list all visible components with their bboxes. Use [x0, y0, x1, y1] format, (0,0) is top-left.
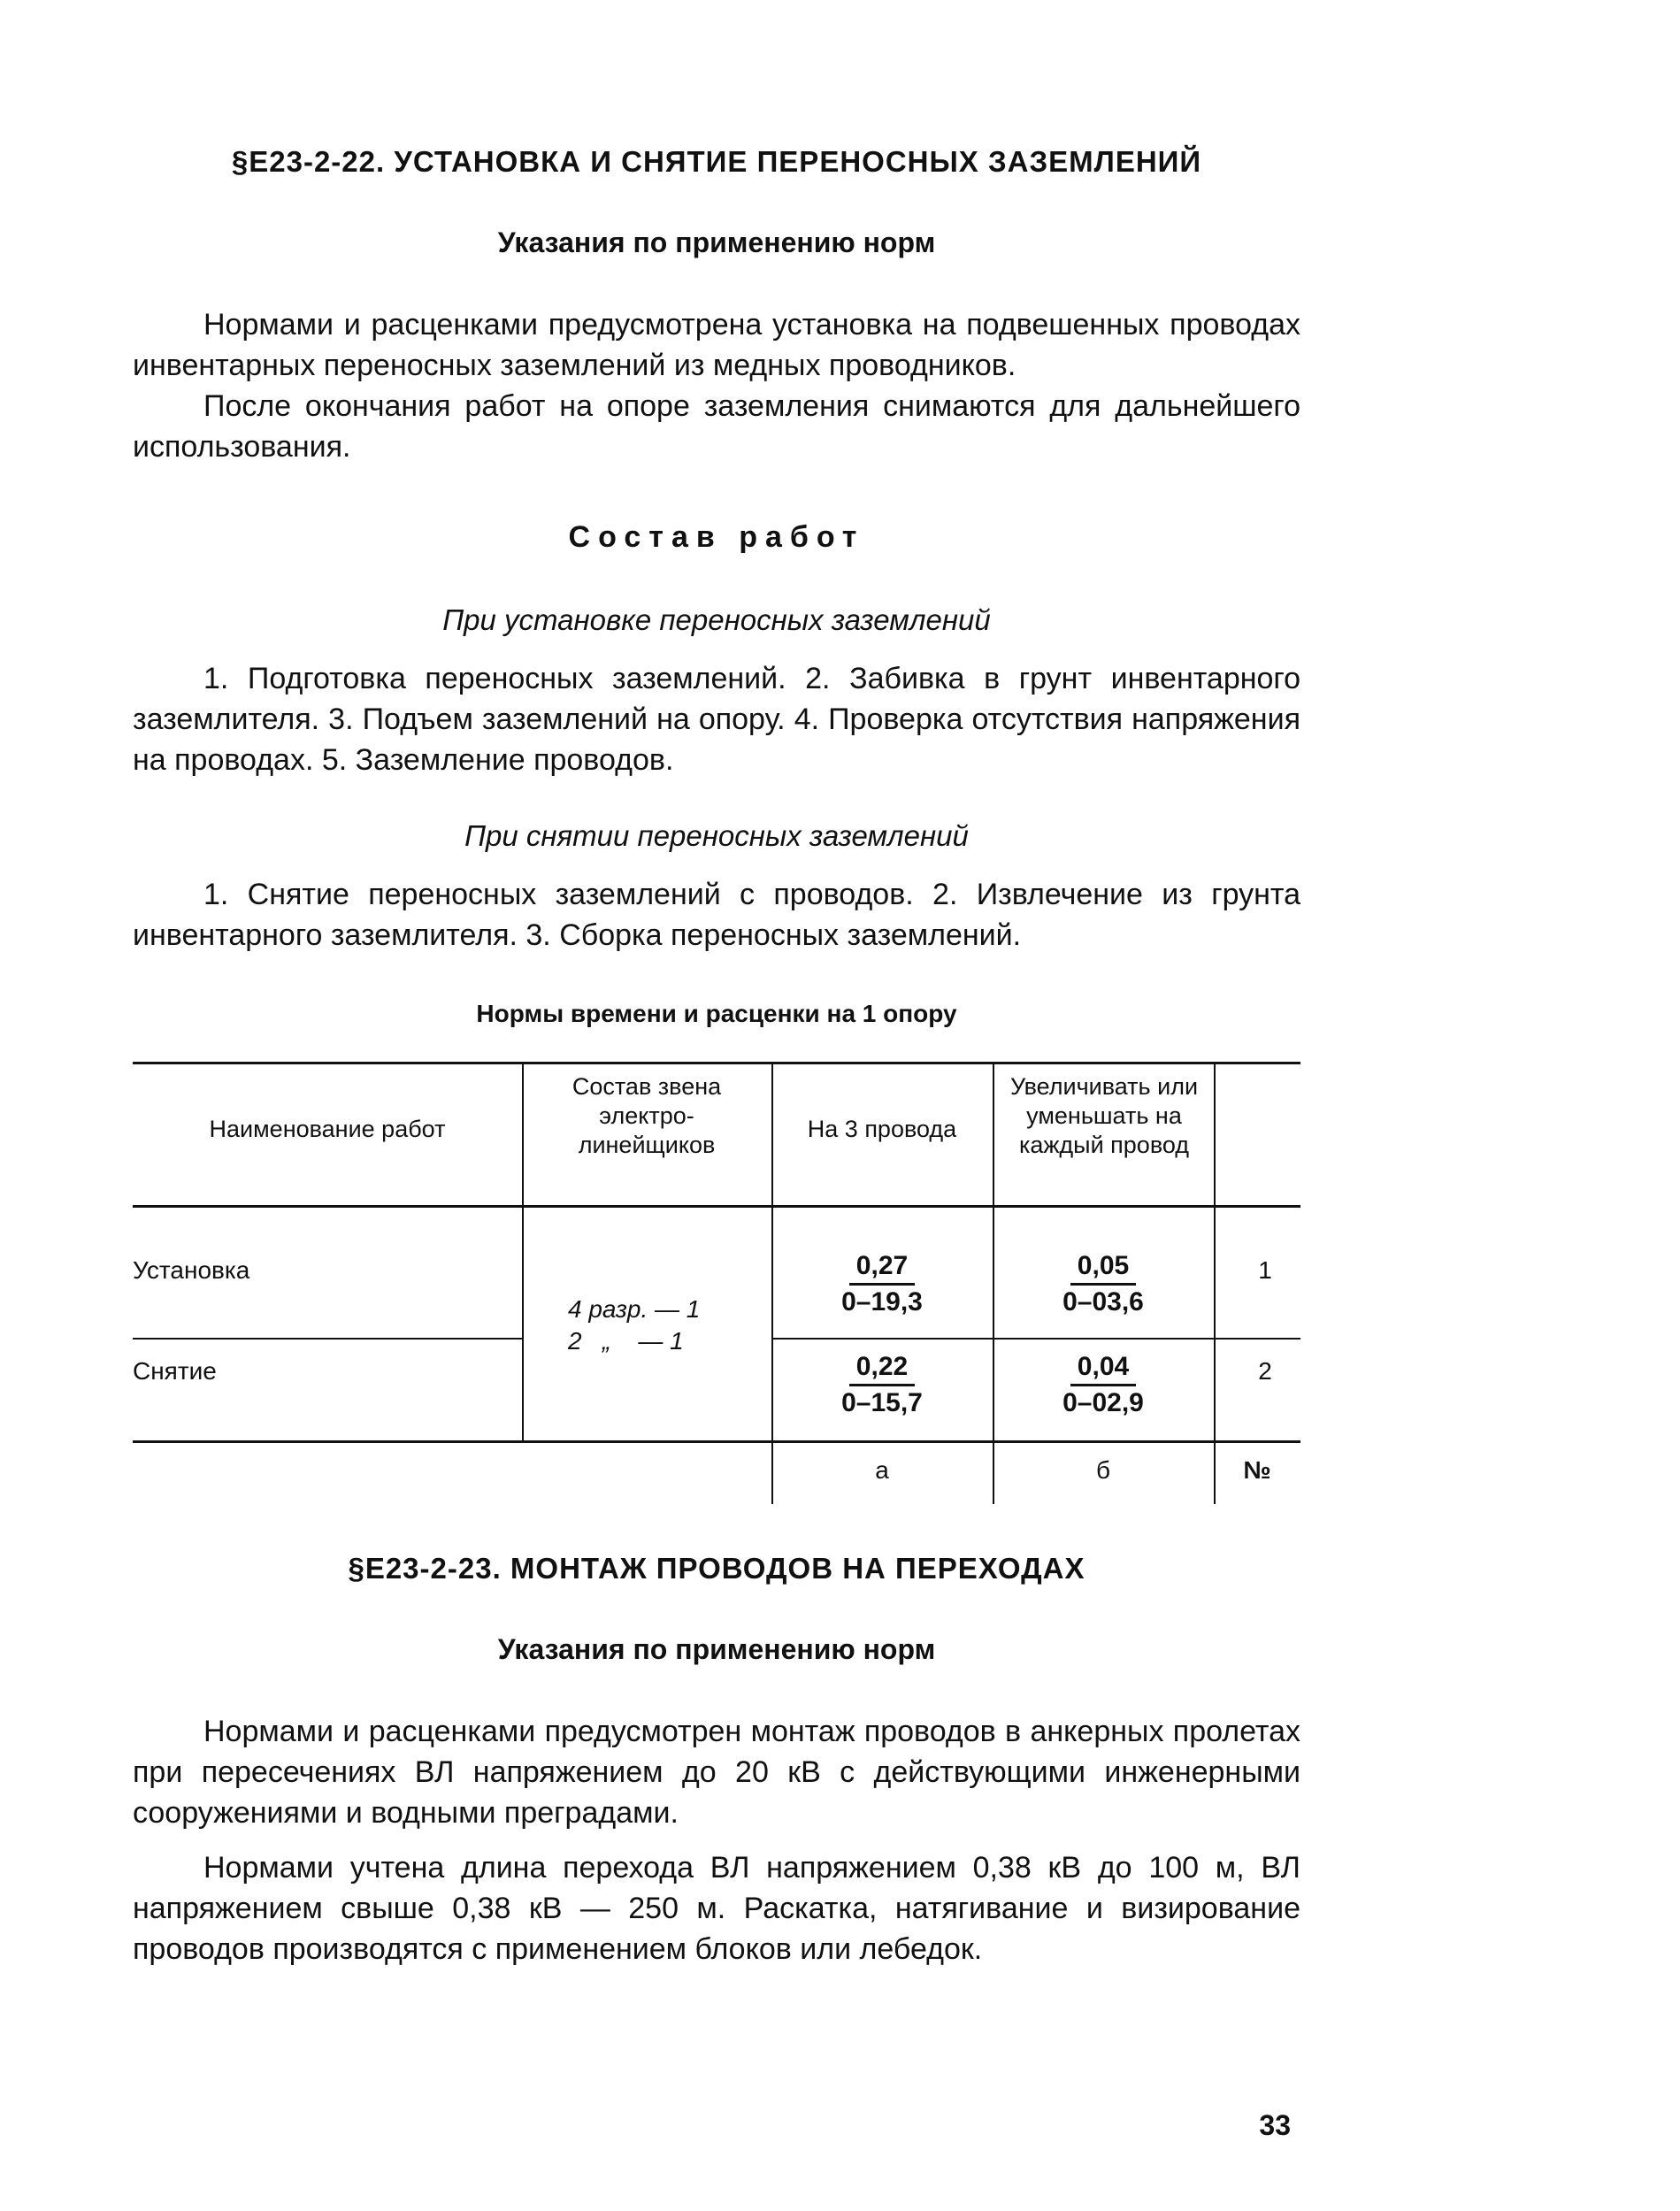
install-steps: 1. Подготовка переносных заземлений. 2. Забивка в грунт инвентарного заземлителя. 3. Подъем заземлений на опору. 4. Проверка отсутствия напряжения на проводах. 5. Заземление проводов. [133, 662, 1300, 777]
removal-a-rate: 0–15,7 [841, 1388, 923, 1417]
column-label-no: № [1243, 1456, 1271, 1484]
crew-line: 4 разр. — 1 [568, 1295, 701, 1323]
col-divider [1214, 1062, 1216, 1504]
row-divider [133, 1338, 522, 1340]
guidelines-title: Указания по применению норм [497, 1633, 936, 1665]
column-label-a: а [875, 1456, 889, 1484]
guidelines-title: Указания по применению норм [497, 226, 936, 258]
row-divider [771, 1338, 1300, 1340]
section-heading-e23-2-22: §Е23-2-22. УСТАНОВКА И СНЯТИЕ ПЕРЕНОСНЫХ ЗАЗЕМЛЕНИЙ [231, 145, 1202, 178]
paragraph: Нормами и расценками предусмотрена установка на подвешенных проводах инвентарных переносных заземлений из медных проводников. [133, 308, 1300, 382]
value-removal-b [993, 1352, 1214, 1418]
crew-line: 2 „ — 1 [568, 1327, 684, 1355]
section-heading-e23-2-23: §Е23-2-23. МОНТАЖ ПРОВОДОВ НА ПЕРЕХОДАХ [348, 1552, 1085, 1585]
row-number: 2 [1258, 1357, 1272, 1385]
removal-b-rate: 0–02,9 [1062, 1388, 1144, 1417]
crew-composition [568, 1294, 700, 1357]
col-divider [522, 1062, 524, 1440]
value-install-b [993, 1251, 1214, 1317]
install-b-rate: 0–03,6 [1062, 1287, 1144, 1317]
install-b-norm: 0,05 [1070, 1251, 1136, 1286]
table-title: Нормы времени и расценки на 1 опору [476, 1000, 957, 1027]
table-header-rule [133, 1205, 1300, 1208]
row-name-install: Установка [133, 1256, 250, 1284]
header-work-name: Наименование работ [209, 1116, 446, 1142]
paragraph: Нормами учтена длина перехода ВЛ напряжением 0,38 кВ до 100 м, ВЛ напряжением свыше 0,38 кВ — 250 м. Раскатка, натягивание и визирование проводов производятся с применением блоков или лебедок. [133, 1851, 1300, 1966]
paragraph: Нормами и расценками предусмотрен монтаж проводов в анкерных пролетах при пересечениях ВЛ напряжением до 20 кВ с действующими инженерными сооружениями и водными преградами. [133, 1715, 1300, 1830]
install-a-rate: 0–19,3 [841, 1287, 923, 1317]
removal-a-norm: 0,22 [849, 1352, 915, 1386]
paragraph: После окончания работ на опоре заземления снимаются для дальнейшего использования. [133, 389, 1300, 464]
install-subtitle: При установке переносных заземлений [442, 603, 991, 636]
column-label-b: б [1095, 1456, 1111, 1484]
removal-steps: 1. Снятие переносных заземлений с проводов. 2. Извлечение из грунта инвентарного заземлителя. 3. Сборка переносных заземлений. [133, 878, 1300, 952]
install-a-norm: 0,27 [849, 1251, 915, 1286]
row-name-removal: Снятие [133, 1357, 217, 1385]
value-removal-a [771, 1352, 993, 1418]
header-crew: Состав звена электро-линейщиков [572, 1073, 722, 1158]
norms-table [133, 1062, 1300, 1518]
page-number: 33 [1259, 2109, 1291, 2141]
table-border-top [133, 1062, 1300, 1064]
work-composition-title: Состав работ [568, 520, 865, 554]
value-install-a [771, 1251, 993, 1317]
removal-b-norm: 0,04 [1070, 1352, 1136, 1386]
header-three-wires: На 3 провода [807, 1116, 957, 1142]
table-body-rule [133, 1440, 1300, 1443]
header-per-wire: Увеличивать или уменьшать на каждый провод [1009, 1073, 1199, 1158]
removal-subtitle: При снятии переносных заземлений [464, 819, 969, 852]
row-number: 1 [1258, 1256, 1272, 1284]
